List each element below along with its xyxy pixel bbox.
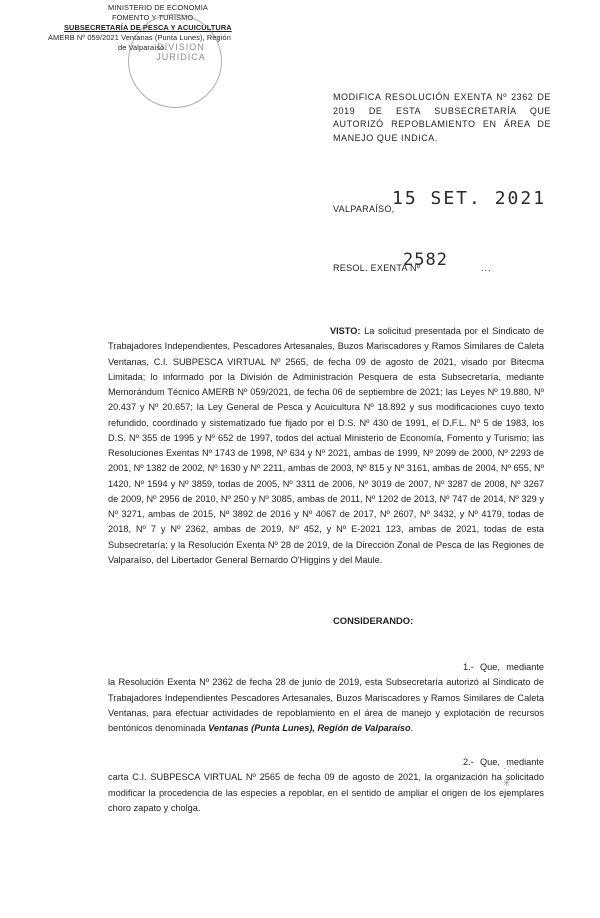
amerb-reference: AMERB Nº 059/2021 Ventanas (Punta Lunes), Región xyxy=(48,33,231,42)
paragraph-1-text: 1.- Que, mediante la Resolución Exenta Nº 2362 de fecha 28 de junio de 2019, esta Subsecretaría autorizó al Sindicato de Trabajadores Independientes Pescadores Artesanales, Buzos Mariscadores y Ramos Similares de Caleta Ventanas, para efectuar actividades de repoblamiento en el área de manejo y explotación de recursos bentónicos denominada xyxy=(108,662,544,733)
ministry-name: MINISTERIO DE ECONOMIA xyxy=(108,3,208,12)
side-stamp-icon: ∴ ✳ ∴ xyxy=(502,763,513,800)
undersecretariat-name: SUBSECRETARÍA DE PESCA Y ACUICULTURA xyxy=(64,23,232,32)
paragraph-1-end: . xyxy=(410,723,414,733)
management-area-name: Ventanas (Punta Lunes), Región de Valparaíso xyxy=(208,723,411,733)
resolution-number: 2582 xyxy=(403,250,448,270)
visto-heading: VISTO: xyxy=(330,326,361,336)
date-stamp: 15 SET. 2021 xyxy=(392,188,547,209)
ministry-subtitle: FOMENTO Y TURISMO xyxy=(112,13,194,22)
visto-section xyxy=(108,324,544,568)
resolution-label: RESOL. EXENTA Nº xyxy=(333,263,421,273)
considerando-paragraph-1 xyxy=(108,660,544,736)
amerb-region: de Valparaíso. xyxy=(118,43,167,52)
division-seal-text: DIVISION JURIDICA xyxy=(156,42,206,62)
place-label: VALPARAÍSO, xyxy=(333,204,395,214)
resolution-dots: ... xyxy=(481,263,492,273)
considerando-paragraph-2: 2.- Que, mediante carta C.I. SUBPESCA VIRTUAL Nº 2565 de fecha 09 de agosto de 2021, la organización ha solicitado modificar la procedencia de las especies a repoblar, en el sentido de ampliar el origen de los ejemplares choro zapato y cholga. xyxy=(108,757,544,813)
document-subject: MODIFICA RESOLUCIÓN EXENTA Nº 2362 DE 2019 DE ESTA SUBSECRETARÍA QUE AUTORIZÓ REPOBLAMIENTO EN ÁREA DE MANEJO QUE INDICA. xyxy=(333,92,551,143)
visto-text: La solicitud presentada por el Sindicato de Trabajadores Independientes, Pescadores Artesanales, Buzos Mariscadores y Ramos Similares de Caleta Ventanas, C.I. SUBPESCA VIRTUAL Nº 2565, de fecha 09 de agosto de 2021, visado por Bitecma Limitada; lo informado por la División de Administración Pesquera de esta Subsecretaría, mediante Memorándum Técnico AMERB Nº 059/2021, de fecha 06 de septiembre de 2021; las Leyes Nº 19.880, Nº 20.437 y Nº 20.657; la Ley General de Pesca y Acuicultura Nº 18.892 y sus modificaciones cuyo texto refundido, coordinado y sistematizado fue fijado por el D.S. Nº 430 de 1991, el D.F.L. Nº 5 de 1983, los D.S. Nº 355 de 1995 y Nº 652 de 1997, todos del actual Ministerio de Economía, Fomento y Turismo; las Resoluciones Exentas Nº 1743 de 1998, Nº 634 y Nº 2021, ambas de 1999, Nº 2099 de 2000, Nº 2293 de 2001, Nº 1382 de 2002, Nº 1630 y Nº 2211, ambas de 2003, Nº 815 y Nº 3161, ambas de 2004, Nº 655, Nº 1420, Nº 1594 y Nº 3859, todas de 2005, Nº 3311 de 2006, Nº 3019 de 2007, Nº 3287 de 2008, Nº 3267 de 2009, Nº 2956 de 2010, Nº 250 y Nº 3085, ambas de 2011, Nº 1202 de 2013, Nº 747 de 2014, Nº 329 y Nº 3271, ambas de 2015, Nº 3892 de 2016 y Nº 4067 de 2017, Nº 2607, Nº 3432, y Nº 4179, todas de 2018, Nº 7 y Nº 2362, ambas de 2019, Nº 452, y Nº E-2021 123, ambas de 2021, todas de esta Subsecretaría; y la Resolución Exenta Nº 28 de 2019, de la Dirección Zonal de Pesca de las Regiones de Valparaíso, del Libertador General Bernardo O'Higgins y del Maule. xyxy=(108,326,544,565)
considerando-heading: CONSIDERANDO: xyxy=(333,615,414,626)
